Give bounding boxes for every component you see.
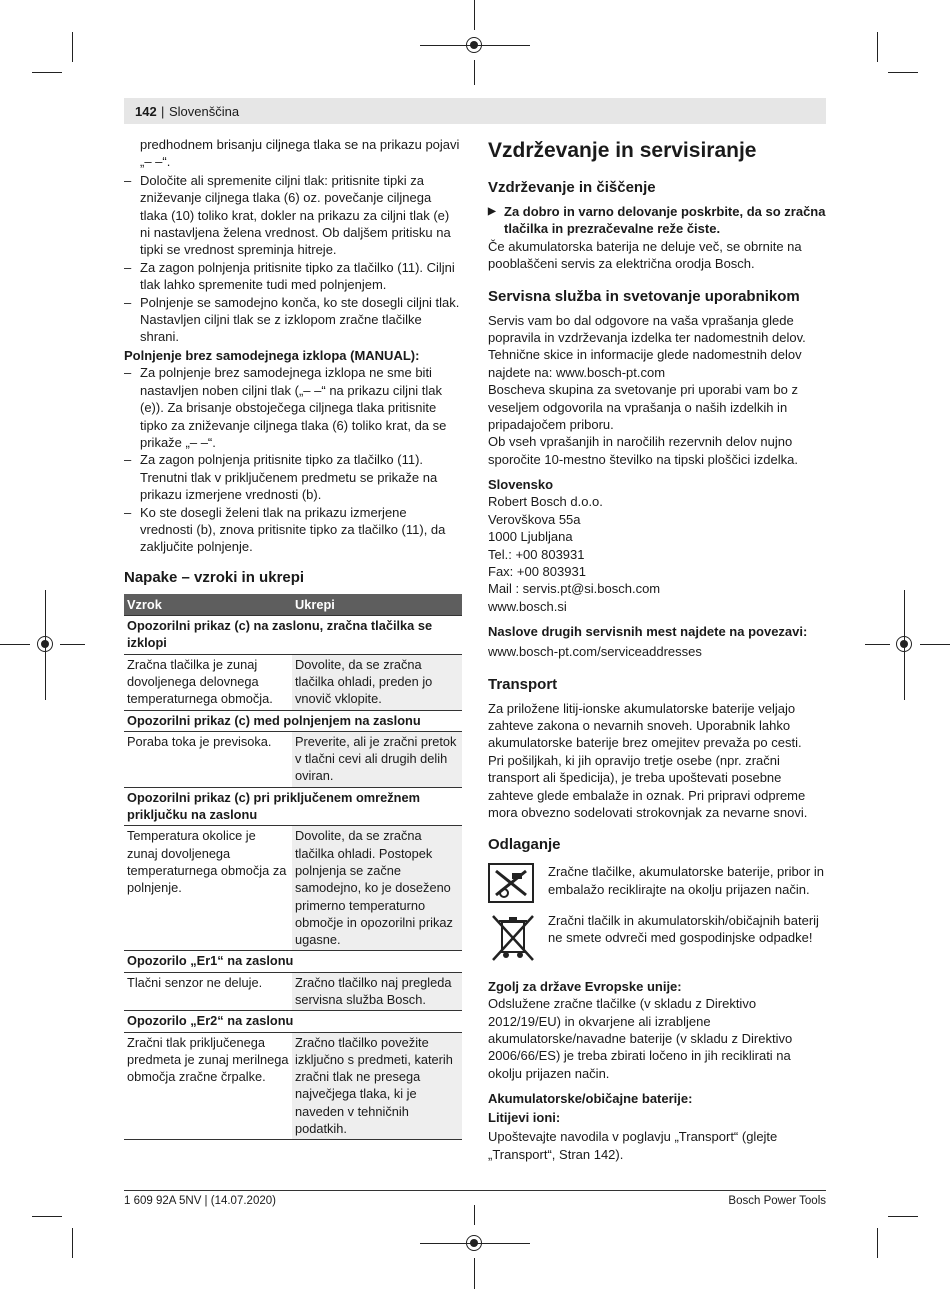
transport-paragraph: Pri pošiljkah, ki jih opravijo tretje osebe (npr. zračni transport ali špedicija), je treba upoštevati posebne zahteve glede embalaže in oznak. Pri pripravi odpreme mora obvezno sodelovati strokovnjak za nevarne snovi. (488, 752, 808, 820)
continuation-text: predhodnem brisanju ciljnega tlaka se na prikazu pojavi „– –“. (140, 137, 460, 170)
crossed-bin-icon (488, 912, 548, 968)
remedy-cell: Dovolite, da se zračna tlačilka ohladi, preden jo vnovič vklopite. (292, 654, 462, 710)
lithium-heading: Litijevi ioni: (488, 1110, 561, 1126)
crop-mark (0, 644, 30, 645)
faults-table (124, 594, 462, 1141)
recycle-packaging-icon (488, 863, 548, 907)
page-header (124, 98, 826, 124)
list-item: – Določite ali spremenite ciljni tlak: pritisnite tipki za zniževanje ciljnega tlaka (6) oz. povečanje ciljnega tlaka (10) toliko krat, dokler na prikazu za ciljni tlak (e) ni nastavljena želena vrednost. Ob daljšem pritisku na tipki se vrednost spreminja hitreje. (124, 172, 462, 259)
header-language: Slovenščina (169, 104, 240, 119)
crop-mark (72, 1228, 73, 1258)
address-block (488, 493, 828, 615)
service-paragraph: Ob vseh vprašanjih in naročilih rezervnih delov nujno sporočite 10-mestno številko na tipski ploščici izdelka. (488, 434, 798, 467)
section-title: Opozorilo „Er2“ na zaslonu (124, 1011, 462, 1032)
cause-cell: Tlačni senzor ne deluje. (127, 974, 263, 990)
cause-cell: Poraba toka je previsoka. (127, 733, 272, 749)
other-service-heading: Naslove drugih servisnih mest najdete na povezavi: (488, 624, 808, 640)
crop-mark (888, 72, 918, 73)
brand-footer: Bosch Power Tools (728, 1195, 826, 1207)
registration-mark (896, 636, 912, 652)
list-item: – Za zagon polnjenja pritisnite tipko za tlačilko (11). Trenutni tlak v priključenem predmetu se prikaže na prikazu izmerjene vrednosti (b). (124, 451, 462, 503)
transport-paragraph: Za priložene litij-ionske akumulatorske baterije veljajo zahteve zakona o nevarnih snoveh. Uporabnik lahko akumulatorske baterije brez omejitev prevaža po cesti. (488, 700, 802, 751)
column-header: Ukrepi (292, 594, 462, 616)
crop-mark (60, 644, 85, 645)
remedy-cell: Dovolite, da se zračna tlačilka ohladi. Postopek polnjenja se začne samodejno, ko je doseženo primerno temperaturno območje in opozorilni prikaz ugasne. (292, 826, 462, 951)
column-header: Vzrok (124, 594, 292, 616)
registration-mark (37, 636, 53, 652)
service-url: www.bosch-pt.com/serviceaddresses (488, 644, 702, 660)
address-line: www.bosch.si (488, 598, 567, 614)
address-line: Fax: +00 803931 (488, 563, 586, 579)
address-line: Mail : servis.pt@si.bosch.com (488, 581, 661, 597)
cause-cell: Temperatura okolice je zunaj dovoljenega temperaturnega območja za polnjenje. (127, 828, 287, 896)
crop-mark (474, 60, 475, 85)
remedy-cell: Zračno tlačilko naj pregleda servisna služba Bosch. (292, 972, 462, 1011)
section-title: Vzdrževanje in servisiranje (488, 139, 757, 162)
disposal-row (488, 863, 828, 907)
lithium-text: Upoštevajte navodila v poglavju „Transport“ (glejte „Transport“, Stran 142). (488, 1129, 778, 1162)
remedy-cell: Zračno tlačilko povežite izključno s predmeti, katerih zračni tlak ne presega največjega tlaka, ki je naveden v tehničnih podatkih. (292, 1032, 462, 1140)
right-column (488, 136, 828, 1163)
crop-mark (474, 1258, 475, 1289)
left-column (124, 136, 462, 1140)
crop-mark (32, 1216, 62, 1217)
section-title: Opozorilni prikaz (c) med polnjenjem na zaslonu (124, 710, 462, 731)
table-section-row (124, 710, 462, 731)
table-section-row (124, 951, 462, 972)
battery-heading: Akumulatorske/običajne baterije: (488, 1091, 693, 1107)
crop-mark (920, 644, 950, 645)
table-row (124, 1032, 462, 1140)
section-title: Opozorilni prikaz (c) pri priključenem omrežnem priključku na zaslonu (124, 787, 462, 826)
cause-cell: Zračni tlak priključenega predmeta je zunaj merilnega območja zračne črpalke. (124, 1032, 292, 1140)
table-row (124, 731, 462, 787)
eu-text: Odslužene zračne tlačilke (v skladu z Direktivo 2012/19/EU) in okvarjene ali izrabljene akumulatorske/navadne baterije (v skladu z Direktivo 2006/66/ES) je treba zbirati ločeno in jih reciklirati na okolju prijazen način. (488, 996, 793, 1081)
registration-mark (466, 1235, 482, 1251)
disposal-text: Zračni tlačilk in akumulatorskih/običajnih baterij ne smete odvreči med gospodinjske odpadke! (548, 912, 819, 946)
address-line: Verovškova 55a (488, 511, 581, 527)
crop-mark (32, 72, 62, 73)
manual-heading: Polnjenje brez samodejnega izklopa (MANUAL): (124, 347, 420, 363)
page-number: 142 (135, 104, 157, 119)
list-item: – Ko ste dosegli želeni tlak na prikazu izmerjene vrednosti (b), znova pritisnite tipko za tlačilko (11), da zaključite polnjenje. (124, 504, 462, 556)
address-line: Tel.: +00 803931 (488, 546, 585, 562)
list-item: – Za zagon polnjenja pritisnite tipko za tlačilko (11). Ciljni tlak lahko spremenite tudi med polnjenjem. (124, 259, 462, 294)
document-number: 1 609 92A 5NV | (14.07.2020) (124, 1195, 276, 1207)
faults-heading: Napake – vzroki in ukrepi (124, 568, 305, 586)
crop-mark (877, 32, 878, 62)
crop-mark (72, 32, 73, 62)
crop-mark (865, 644, 890, 645)
list-item: – Za polnjenje brez samodejnega izklopa ne sme biti nastavljen noben ciljni tlak („– –“ na prikazu ciljni tlak (e)). Za brisanje obstoječega ciljnega tlaka pritisnite tipko za zniževanje ciljnega tlaka (6) toliko krat, da se prikaže „– –“. (124, 364, 462, 451)
crop-mark (474, 0, 475, 30)
table-row (124, 826, 462, 951)
table-row (124, 972, 462, 1011)
header-separator: | (161, 104, 165, 119)
list-item: – Polnjenje se samodejno konča, ko ste dosegli ciljni tlak. Nastavljen ciljni tlak se z izklopom zračne tlačilke shrani. (124, 294, 462, 346)
service-paragraph: Servis vam bo dal odgovore na vaša vprašanja glede popravila in vzdrževanja izdelka ter nadomestnih delov. Tehnične skice in informacije glede nadomestnih delov najdete na: www.bosch-pt.com (488, 312, 806, 380)
table-section-row (124, 1011, 462, 1032)
section-title: Opozorilni prikaz (c) na zaslonu, zračna tlačilka se izklopi (124, 616, 462, 655)
disposal-heading: Odlaganje (488, 836, 561, 854)
crop-mark (877, 1228, 878, 1258)
crop-mark (888, 1216, 918, 1217)
remedy-cell: Preverite, ali je zračni pretok v tlačni cevi ali drugih delih oviran. (292, 731, 462, 787)
country-heading: Slovensko (488, 477, 554, 493)
cause-cell: Zračna tlačilka je zunaj dovoljenega delovnega temperaturnega območja. (127, 656, 273, 707)
page-footer (124, 1190, 826, 1210)
eu-heading: Zgolj za države Evropske unije: (488, 979, 682, 995)
registration-mark (466, 37, 482, 53)
disposal-text: Zračne tlačilke, akumulatorske baterije, pribor in embalažo reciklirajte na okolju prijazen način. (548, 864, 825, 897)
address-line: Robert Bosch d.o.o. (488, 494, 603, 510)
section-title: Opozorilo „Er1“ na zaslonu (124, 951, 462, 972)
maintenance-instruction: ▶ Za dobro in varno delovanje poskrbite, da so zračna tlačilka in prezračevalne reže čiste. (488, 203, 828, 238)
table-section-row (124, 787, 462, 826)
service-paragraph: Boscheva skupina za svetovanje pri uporabi vam bo z veseljem odgovorila na vprašanja o naših izdelkih in pripadajočem priboru. (488, 382, 799, 433)
maintenance-heading: Vzdrževanje in čiščenje (488, 179, 656, 196)
transport-heading: Transport (488, 675, 558, 693)
address-line: 1000 Ljubljana (488, 529, 573, 545)
disposal-row (488, 912, 828, 968)
table-row (124, 654, 462, 710)
table-header (124, 594, 462, 616)
table-section-row (124, 616, 462, 655)
maintenance-text: Če akumulatorska baterija ne deluje več, se obrnite na pooblaščeni servis za električna orodja Bosch. (488, 238, 802, 272)
service-heading: Servisna služba in svetovanje uporabnikom (488, 287, 800, 305)
